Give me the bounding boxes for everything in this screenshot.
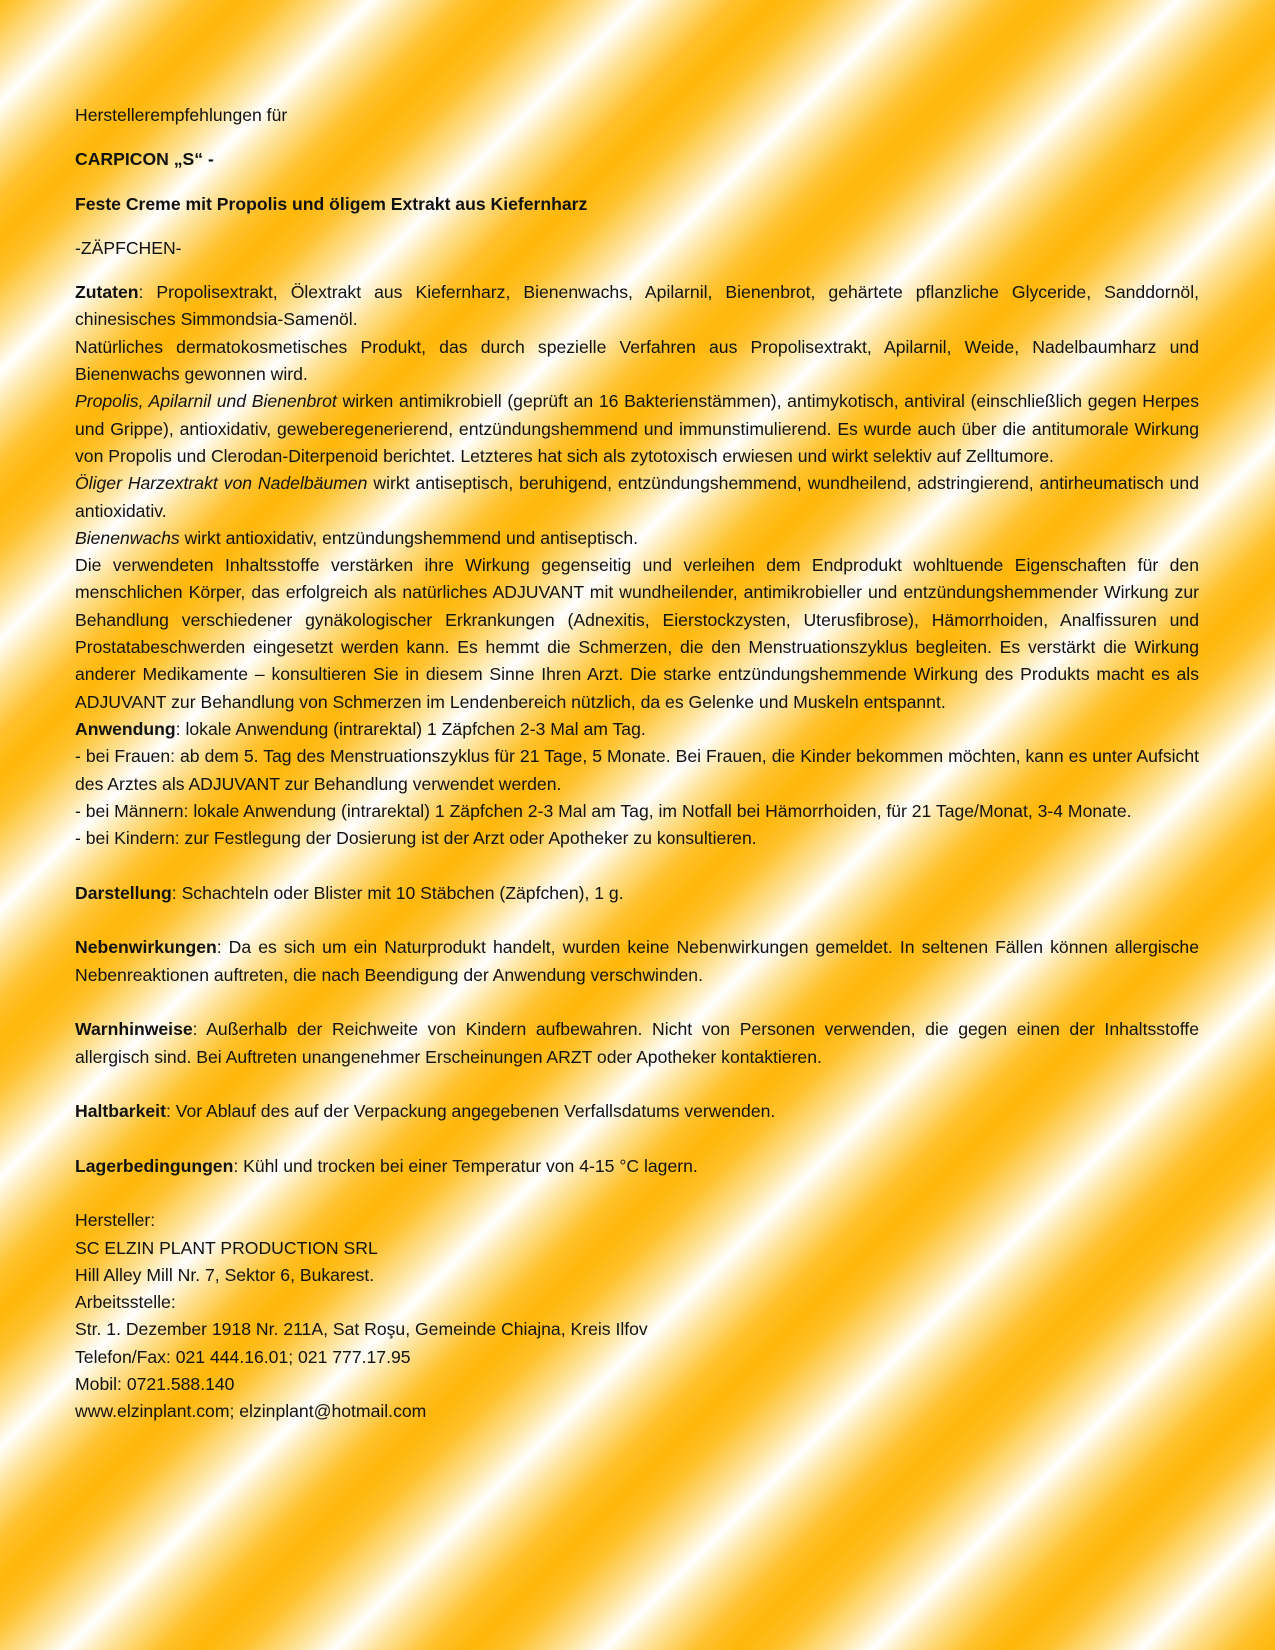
manufacturer-label: Hersteller:	[75, 1210, 156, 1231]
workplace-address: Str. 1. Dezember 1918 Nr. 211A, Sat Roşu, Gemeinde Chiajna, Kreis Ilfov	[75, 1319, 648, 1340]
product-name: CARPICON „S“ -	[75, 149, 214, 170]
wax-paragraph	[75, 525, 1199, 552]
propolis-paragraph	[75, 388, 1199, 470]
side-effects-label: Nebenwirkungen	[75, 937, 217, 958]
ingredients-text: : Propolisextrakt, Ölextrakt aus Kiefernharz, Bienenwachs, Apilarnil, Bienenbrot, gehärtete pflanzliche Glyceride, Sanddornöl, chinesisches Simmondsia-Samenöl.	[75, 282, 1199, 330]
leaflet-document	[75, 102, 1199, 1426]
presentation-paragraph	[75, 880, 1199, 907]
usage-men: - bei Männern: lokale Anwendung (intrarektal) 1 Zäpfchen 2-3 Mal am Tag, im Notfall bei Hämorrhoiden, für 21 Tage/Monat, 3-4 Monate.	[75, 800, 1132, 821]
product-form: -ZÄPFCHEN-	[75, 237, 182, 258]
warnings-text: : Außerhalb der Reichweite von Kindern aufbewahren. Nicht von Personen verwenden, die gegen einen der Inhaltsstoffe allergisch sind. Bei Auftreten unangenehmer Erscheinungen ARZT oder Apotheker kontaktieren.	[75, 1019, 1199, 1067]
ingredients-paragraph	[75, 279, 1199, 334]
spacer	[75, 989, 1199, 1016]
propolis-term: Propolis, Apilarnil und Bienenbrot	[75, 391, 337, 412]
natural-product-paragraph: Natürliches dermatokosmetisches Produkt, das durch spezielle Verfahren aus Propolisextrakt, Apilarnil, Weide, Nadelbaumharz und Bienenwachs gewonnen wird.	[75, 336, 1199, 385]
phone-fax: Telefon/Fax: 021 444.16.01; 021 777.17.95	[75, 1346, 411, 1367]
storage-text: : Kühl und trocken bei einer Temperatur von 4-15 °C lagern.	[233, 1155, 698, 1176]
side-effects-paragraph	[75, 934, 1199, 989]
usage-children: - bei Kindern: zur Festlegung der Dosierung ist der Arzt oder Apotheker zu konsultieren.	[75, 828, 757, 849]
mobile-phone: Mobil: 0721.588.140	[75, 1374, 235, 1395]
ingredients-label: Zutaten	[75, 282, 139, 303]
resin-term: Öliger Harzextrakt von Nadelbäumen	[75, 473, 368, 494]
shelf-life-label: Haltbarkeit	[75, 1101, 166, 1122]
manufacturer-company: SC ELZIN PLANT PRODUCTION SRL	[75, 1237, 378, 1258]
storage-label: Lagerbedingungen	[75, 1155, 234, 1176]
spacer	[75, 1125, 1199, 1152]
wax-term: Bienenwachs	[75, 527, 180, 548]
shelf-life-text: : Vor Ablauf des auf der Verpackung angegebenen Verfallsdatums verwenden.	[165, 1101, 776, 1122]
synergy-paragraph: Die verwendeten Inhaltsstoffe verstärken ihre Wirkung gegenseitig und verleihen dem Endprodukt wohltuende Eigenschaften für den menschlichen Körper, das erfolgreich als natürliches ADJUVANT mit wundheilender, antimikrobieller und entzündungshemmender Wirkung zur Behandlung verschiedener gynäkologischer Erkrankungen (Adnexitis, Eierstockzysten, Uterusfibrose), Hämorrhoiden, Analfissuren und Prostatabeschwerden eingesetzt werden kann. Es hemmt die Schmerzen, die den Menstruationszyklus begleiten. Es verstärkt die Wirkung anderer Medikamente – konsultieren Sie in diesem Sinne Ihren Arzt. Die starke entzündungshemmende Wirkung des Produkts macht es als ADJUVANT zur Behandlung von Schmerzen im Lendenbereich nützlich, da es Gelenke und Muskeln entspannt.	[75, 555, 1199, 712]
presentation-text: : Schachteln oder Blister mit 10 Stäbchen (Zäpfchen), 1 g.	[171, 882, 624, 903]
warnings-label: Warnhinweise	[75, 1019, 193, 1040]
shelf-life-paragraph	[75, 1098, 1199, 1125]
usage-text: : lokale Anwendung (intrarektal) 1 Zäpfchen 2-3 Mal am Tag.	[175, 718, 646, 739]
resin-text: wirkt antiseptisch, beruhigend, entzündungshemmend, wundheilend, adstringierend, antirheumatisch und antioxidativ.	[75, 473, 1199, 521]
usage-women: - bei Frauen: ab dem 5. Tag des Menstruationszyklus für 21 Tage, 5 Monate. Bei Frauen, die Kinder bekommen möchten, kann es unter Aufsicht des Arztes als ADJUVANT zur Behandlung verwendet werden.	[75, 746, 1199, 794]
usage-paragraph	[75, 716, 1199, 743]
presentation-label: Darstellung	[75, 882, 172, 903]
spacer	[75, 852, 1199, 879]
spacer	[75, 1071, 1199, 1098]
resin-paragraph	[75, 470, 1199, 525]
wax-text: wirkt antioxidativ, entzündungshemmend und antiseptisch.	[179, 527, 639, 548]
recommendation-heading: Herstellerempfehlungen für	[75, 105, 288, 125]
side-effects-text: : Da es sich um ein Naturprodukt handelt, wurden keine Nebenwirkungen gemeldet. In seltenen Fällen können allergische Nebenreaktionen auftreten, die nach Beendigung der Anwendung verschwinden.	[75, 937, 1199, 985]
warnings-paragraph	[75, 1016, 1199, 1071]
spacer	[75, 907, 1199, 934]
workplace-label: Arbeitsstelle:	[75, 1292, 176, 1313]
product-subtitle: Feste Creme mit Propolis und öligem Extrakt aus Kiefernharz	[75, 193, 588, 214]
propolis-text: wirken antimikrobiell (geprüft an 16 Bakterienstämmen), antimykotisch, antiviral (einschließlich gegen Herpes und Grippe), antioxidativ, geweberegenerierend, entzündungshemmend und immunstimulierend. Es wurde auch über die antitumorale Wirkung von Propolis und Clerodan-Diterpenoid berichtet. Letzteres hat sich als zytotoxisch erwiesen und wirkt selektiv auf Zelltumore.	[75, 391, 1200, 466]
web-email: www.elzinplant.com; elzinplant@hotmail.com	[75, 1401, 427, 1422]
spacer	[75, 1180, 1199, 1207]
storage-paragraph	[75, 1153, 1199, 1180]
manufacturer-address: Hill Alley Mill Nr. 7, Sektor 6, Bukarest.	[75, 1264, 375, 1285]
usage-label: Anwendung	[75, 718, 176, 739]
